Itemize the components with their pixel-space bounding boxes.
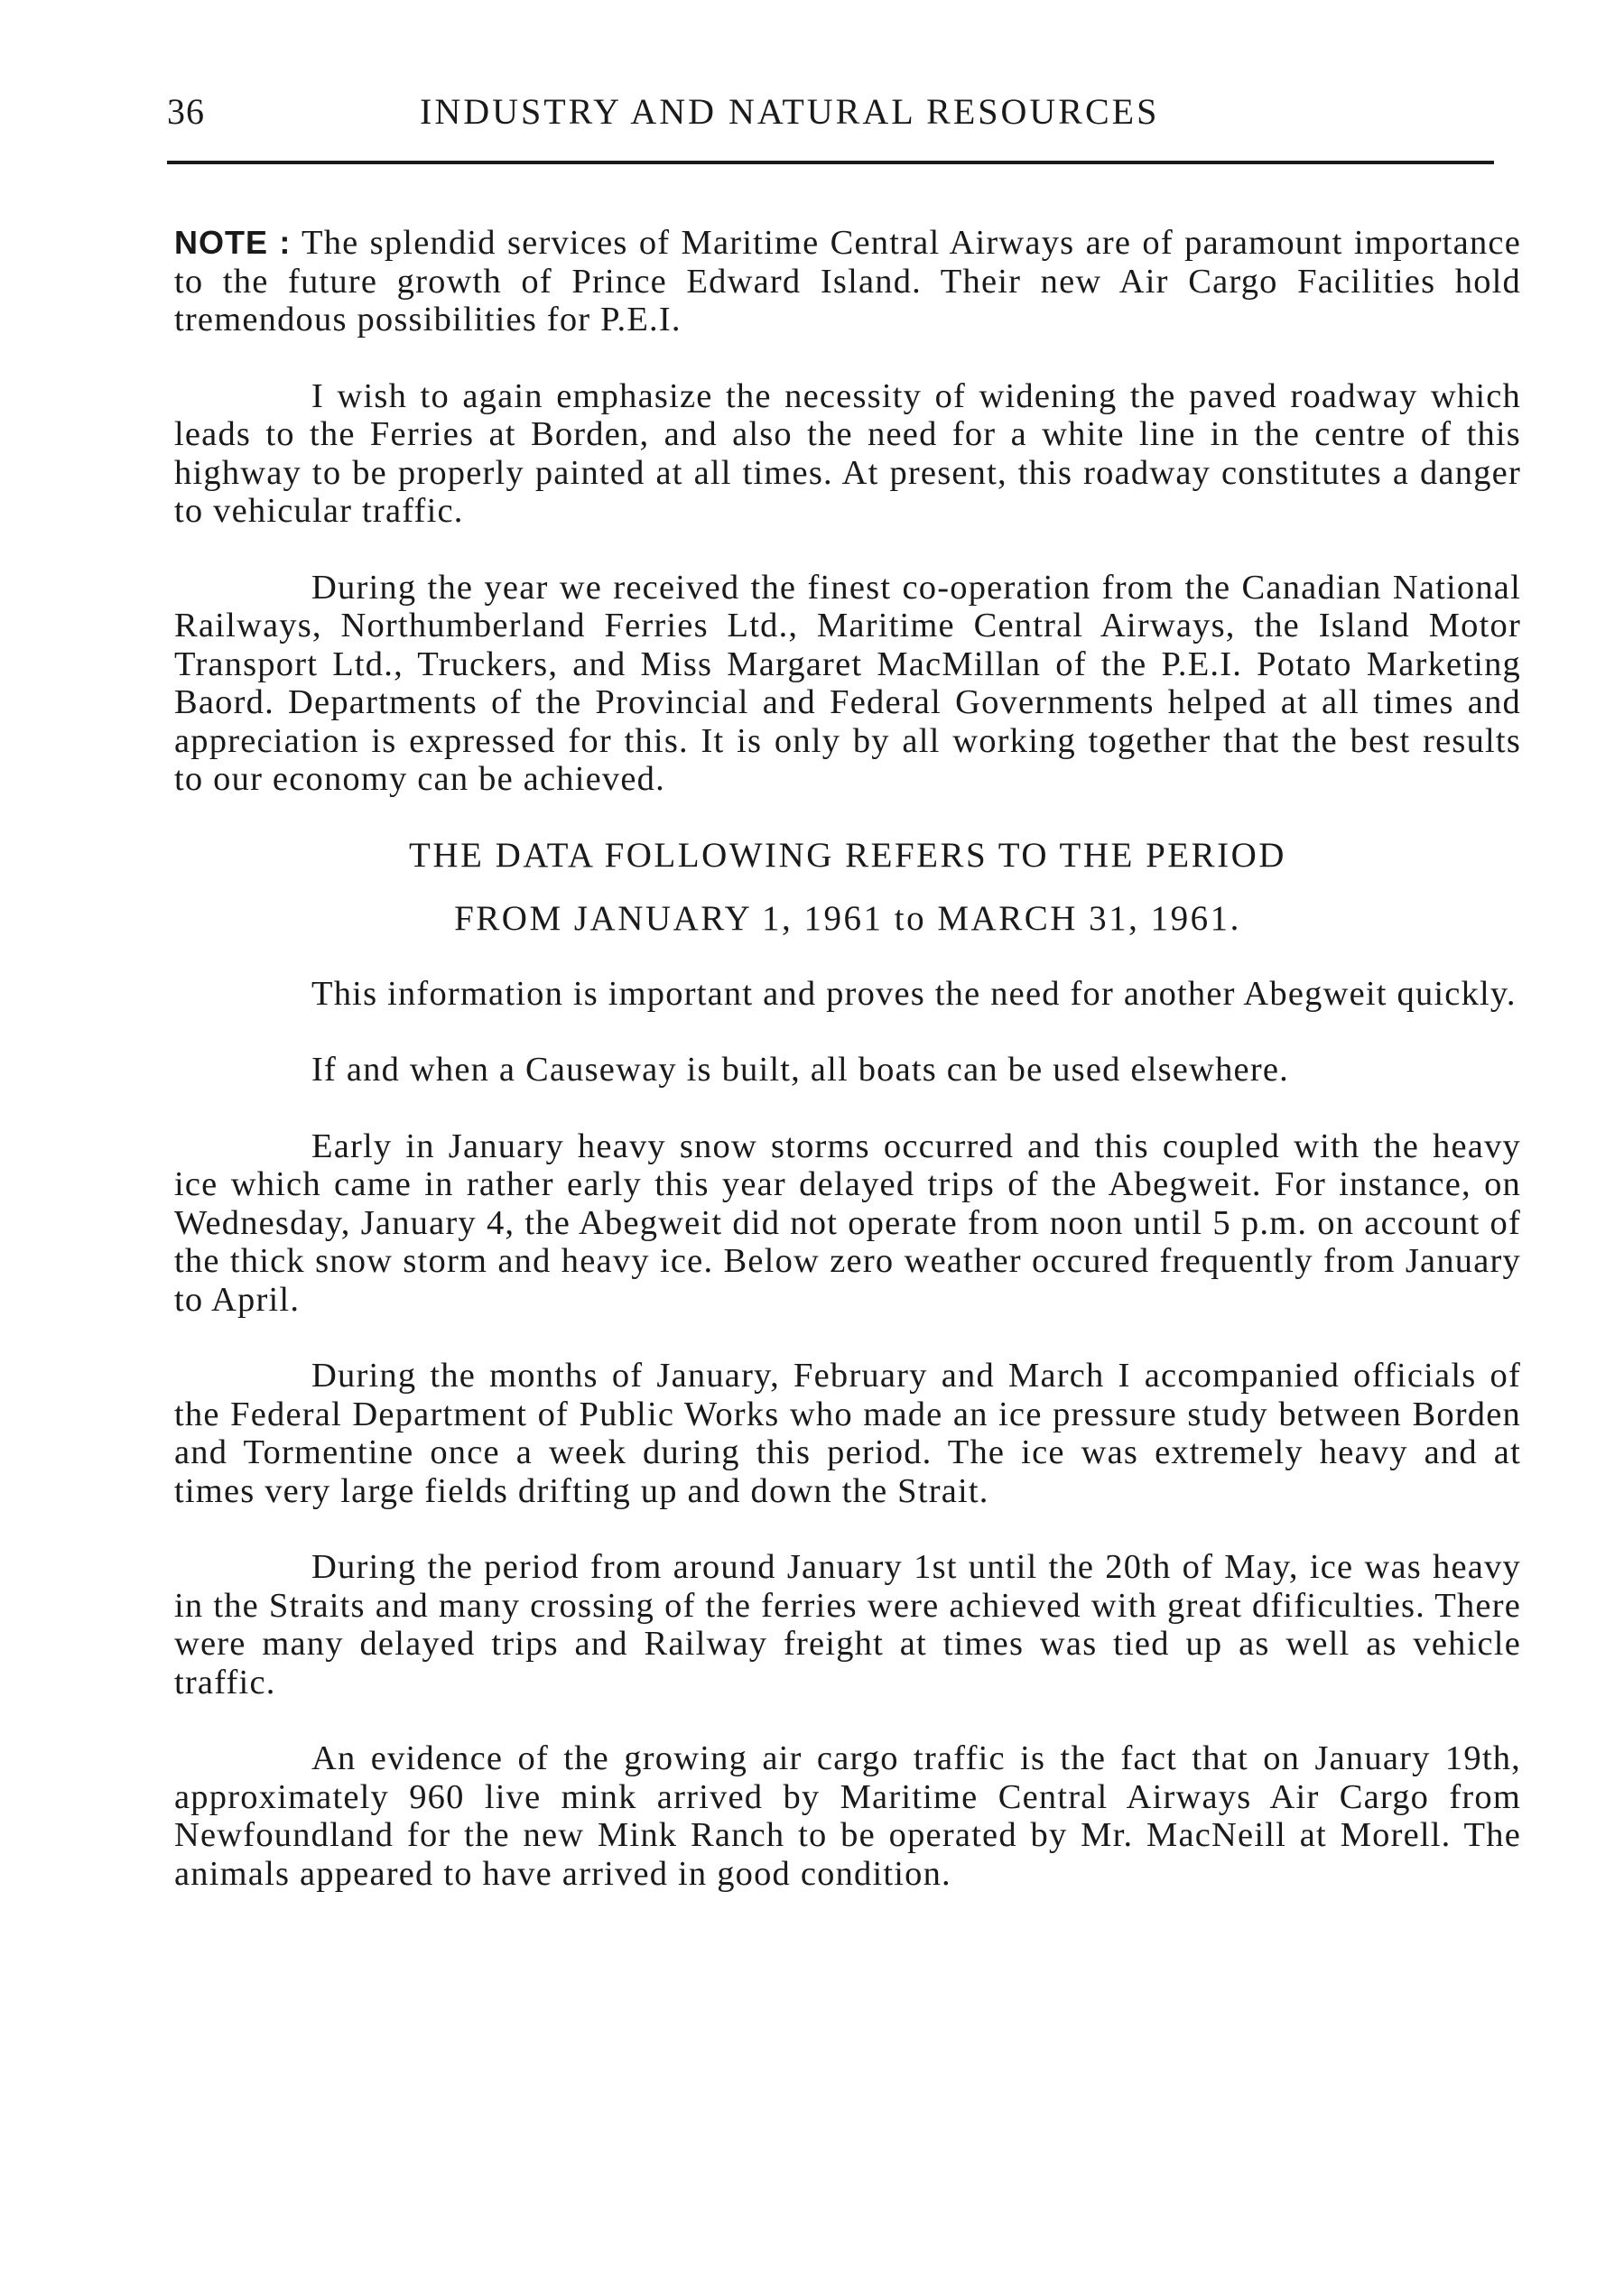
body-text: [174, 224, 1521, 1931]
note-label: NOTE :: [174, 224, 292, 261]
note-text: The splendid services of Maritime Central Airways are of paramount importance to the future growth of Prince Edward Island. Their new Air Cargo Facilities hold tremendous possibilities for P.E.I.: [174, 224, 1521, 338]
causeway-paragraph: If and when a Causeway is built, all boats can be used elsewhere.: [311, 1051, 1289, 1089]
page-number: 36: [167, 91, 205, 132]
roadway-paragraph: I wish to again emphasize the necessity of widening the paved roadway which leads to the Ferries at Borden, and also the need for a white line in the centre of this highway to be properly painted at all times. At present, this roadway constitutes a danger to vehicular traffic.: [174, 376, 1521, 530]
cooperation-paragraph: During the year we received the finest co-operation from the Canadian National Railways, Northumberland Ferries Ltd., Maritime Central Airways, the Island Motor Transport Ltd., Truckers, and Miss Margaret MacMillan of the P.E.I. Potato Marketing Baord. Departments of the Provincial and Federal Governments helped at all times and appreciation is expressed for this. It is only by all working together that the best results to our economy can be achieved.: [174, 568, 1521, 798]
crossings-paragraph: During the period from around January 1st until the 20th of May, ice was heavy in the Straits and many crossing of the ferries were achieved with great dfificulties. There were many delayed trips and Railway freight at times was tied up as well as vehicle traffic.: [174, 1548, 1521, 1701]
running-title: INDUSTRY AND NATURAL RESOURCES: [420, 91, 1160, 132]
ice-study-paragraph: During the months of January, February and March I accompanied officials of the Federal Department of Public Works who made an ice pressure study between Borden and Tormentine once a week during this period. The ice was extremely heavy and at times very large fields drifting up and down the Strait.: [174, 1357, 1521, 1510]
section-heading-line-2: FROM JANUARY 1, 1961 to MARCH 31, 1961.: [454, 899, 1241, 938]
january-paragraph: Early in January heavy snow storms occurred and this coupled with the heavy ice which came in rather early this year delayed trips of the Abegweit. For instance, on Wednesday, January 4, the Abegweit did not operate from noon until 5 p.m. on account of the thick snow storm and heavy ice. Below zero weather occured frequently from January to April.: [174, 1127, 1521, 1319]
header-rule: [167, 161, 1494, 164]
information-paragraph: This information is important and proves the need for another Abegweit quickly.: [311, 974, 1517, 1013]
mink-paragraph: An evidence of the growing air cargo traffic is the fact that on January 19th, approximately 960 live mink arrived by Maritime Central Airways Air Cargo from Newfoundland for the new Mink Ranch to be operated by Mr. MacNeill at Morell. The animals appeared to have arrived in good condition.: [174, 1739, 1521, 1893]
section-heading: [174, 837, 1521, 939]
running-head: [167, 90, 1494, 153]
section-heading-line-1: THE DATA FOLLOWING REFERS TO THE PERIOD: [409, 835, 1286, 875]
note-paragraph: [174, 224, 1521, 339]
